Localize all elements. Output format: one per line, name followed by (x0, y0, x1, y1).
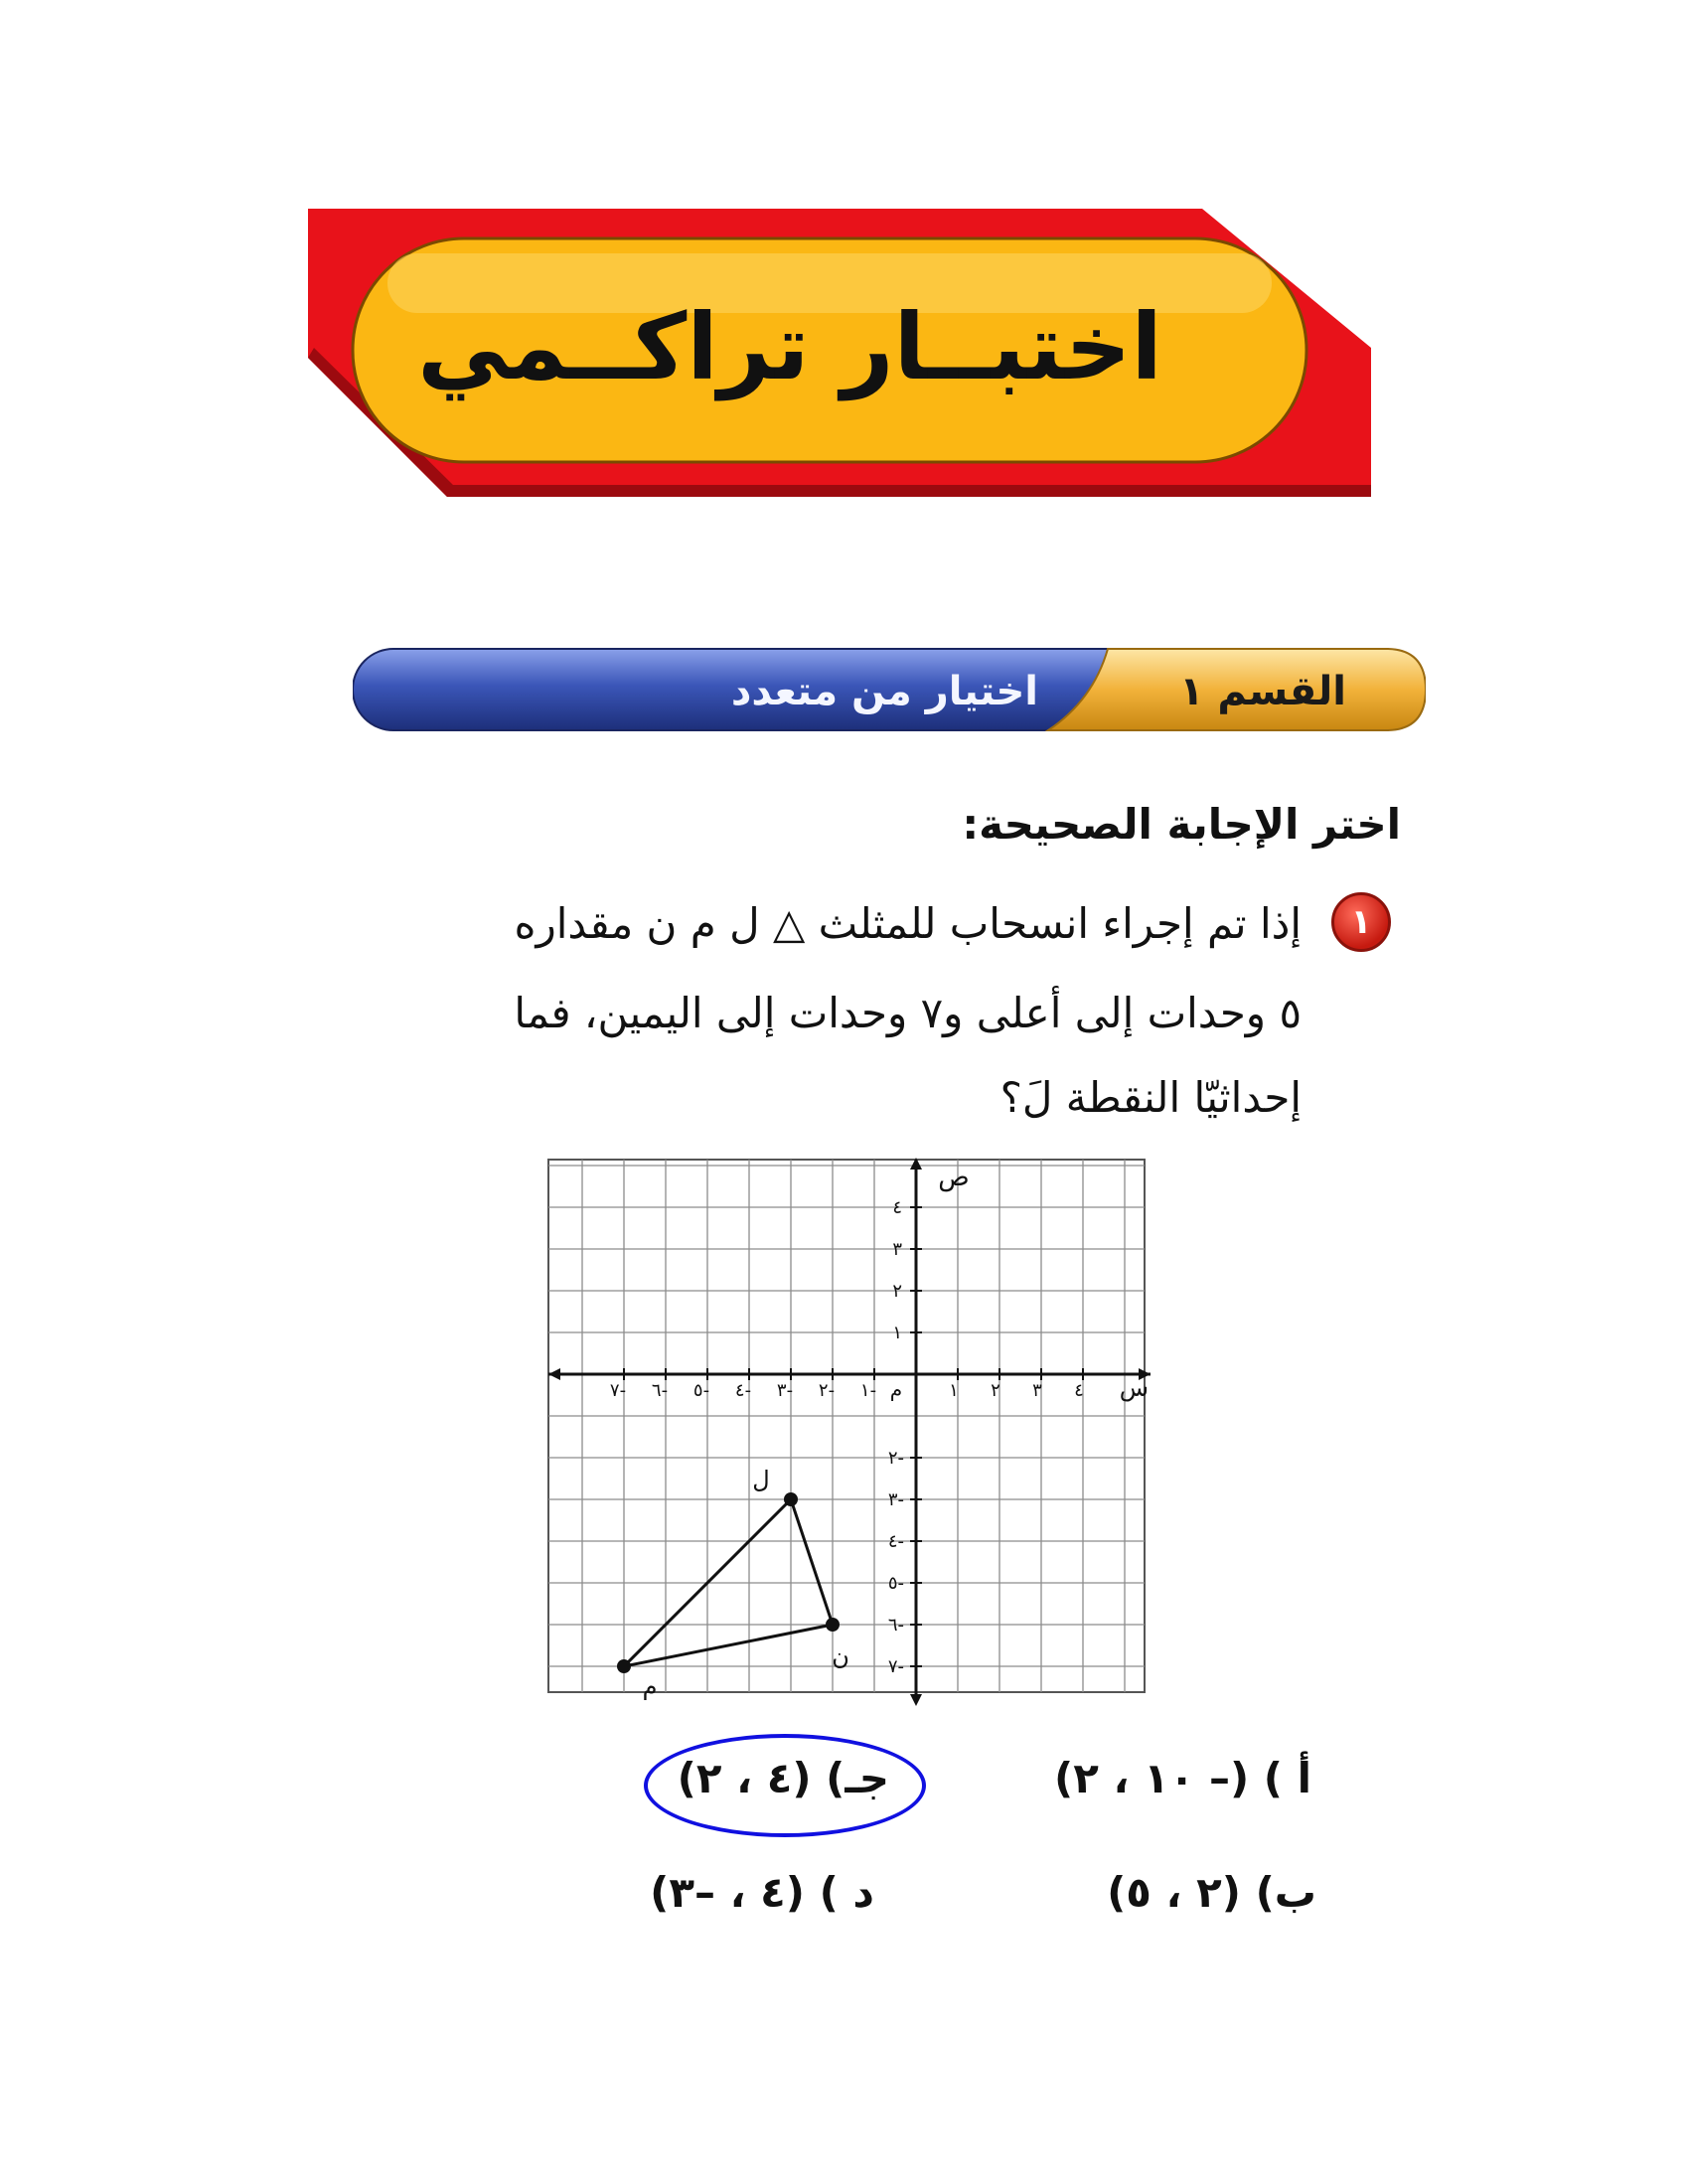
x-tick-label: ٦- (651, 1380, 669, 1401)
y-tick-label: ٤ (892, 1197, 902, 1218)
y-tick-label: ٣ (892, 1239, 902, 1260)
triangle-vertex (784, 1492, 798, 1506)
x-tick-label: ٢ (991, 1380, 1000, 1401)
x-tick-label: ٧- (609, 1380, 627, 1401)
option-b[interactable]: ب) (٢ ، ٥) (1107, 1868, 1316, 1917)
page-title: اختبــار تراكــمي (417, 294, 1162, 400)
y-tick-label: ٧- (887, 1656, 904, 1677)
triangle-vertex (617, 1659, 631, 1673)
option-a[interactable]: أ ) (– ١٠ ، ٢) (1054, 1754, 1311, 1802)
y-axis-label: ص (938, 1163, 970, 1192)
vertex-label: م (642, 1672, 658, 1700)
y-tick-label: ٢- (887, 1448, 904, 1469)
triangle-vertex (826, 1618, 840, 1632)
y-tick-label: ٦- (887, 1615, 904, 1636)
x-axis-label: س (1119, 1374, 1149, 1402)
vertex-label: ن (832, 1642, 849, 1670)
question-number: ١ (1350, 902, 1372, 942)
y-tick-label: ١ (892, 1323, 902, 1343)
question-line-2: ٥ وحدات إلى أعلى و٧ وحدات إلى اليمين، فما (514, 989, 1302, 1037)
x-tick-label: ٢- (818, 1380, 836, 1401)
y-tick-label: ٣- (887, 1489, 904, 1510)
option-c[interactable]: جـ) (٤ ، ٢) (677, 1754, 889, 1802)
question-line-3: إحداثيّا النقطة لَ؟ (999, 1073, 1302, 1122)
x-tick-label: ٥- (692, 1380, 710, 1401)
section-title: اختيار من متعدد (730, 669, 1038, 714)
graph-frame (548, 1160, 1145, 1692)
y-tick-label: ٤- (887, 1531, 904, 1552)
y-axis-arrow-bottom (910, 1694, 922, 1706)
x-tick-label: ١ (949, 1380, 959, 1401)
question-line-1: إذا تم إجراء انسحاب للمثلث △ ل م ن مقداره (514, 899, 1302, 948)
x-tick-label: ٤ (1074, 1380, 1084, 1401)
section-number-label: القسم ١ (1179, 669, 1346, 714)
vertex-label: ل (752, 1466, 770, 1493)
x-tick-label: ٣- (776, 1380, 794, 1401)
y-tick-label: ٢ (892, 1281, 902, 1302)
answer-circle (644, 1734, 926, 1837)
coordinate-graph (546, 1158, 1162, 1714)
origin-label: م (889, 1377, 903, 1401)
x-tick-label: ٤- (734, 1380, 752, 1401)
y-tick-label: ٥- (887, 1573, 904, 1594)
option-d[interactable]: د ) (٤ ، –٣) (650, 1868, 874, 1917)
x-tick-label: ١- (859, 1380, 877, 1401)
x-tick-label: ٣ (1032, 1380, 1042, 1401)
instruction-text: اختر الإجابة الصحيحة: (962, 800, 1401, 849)
